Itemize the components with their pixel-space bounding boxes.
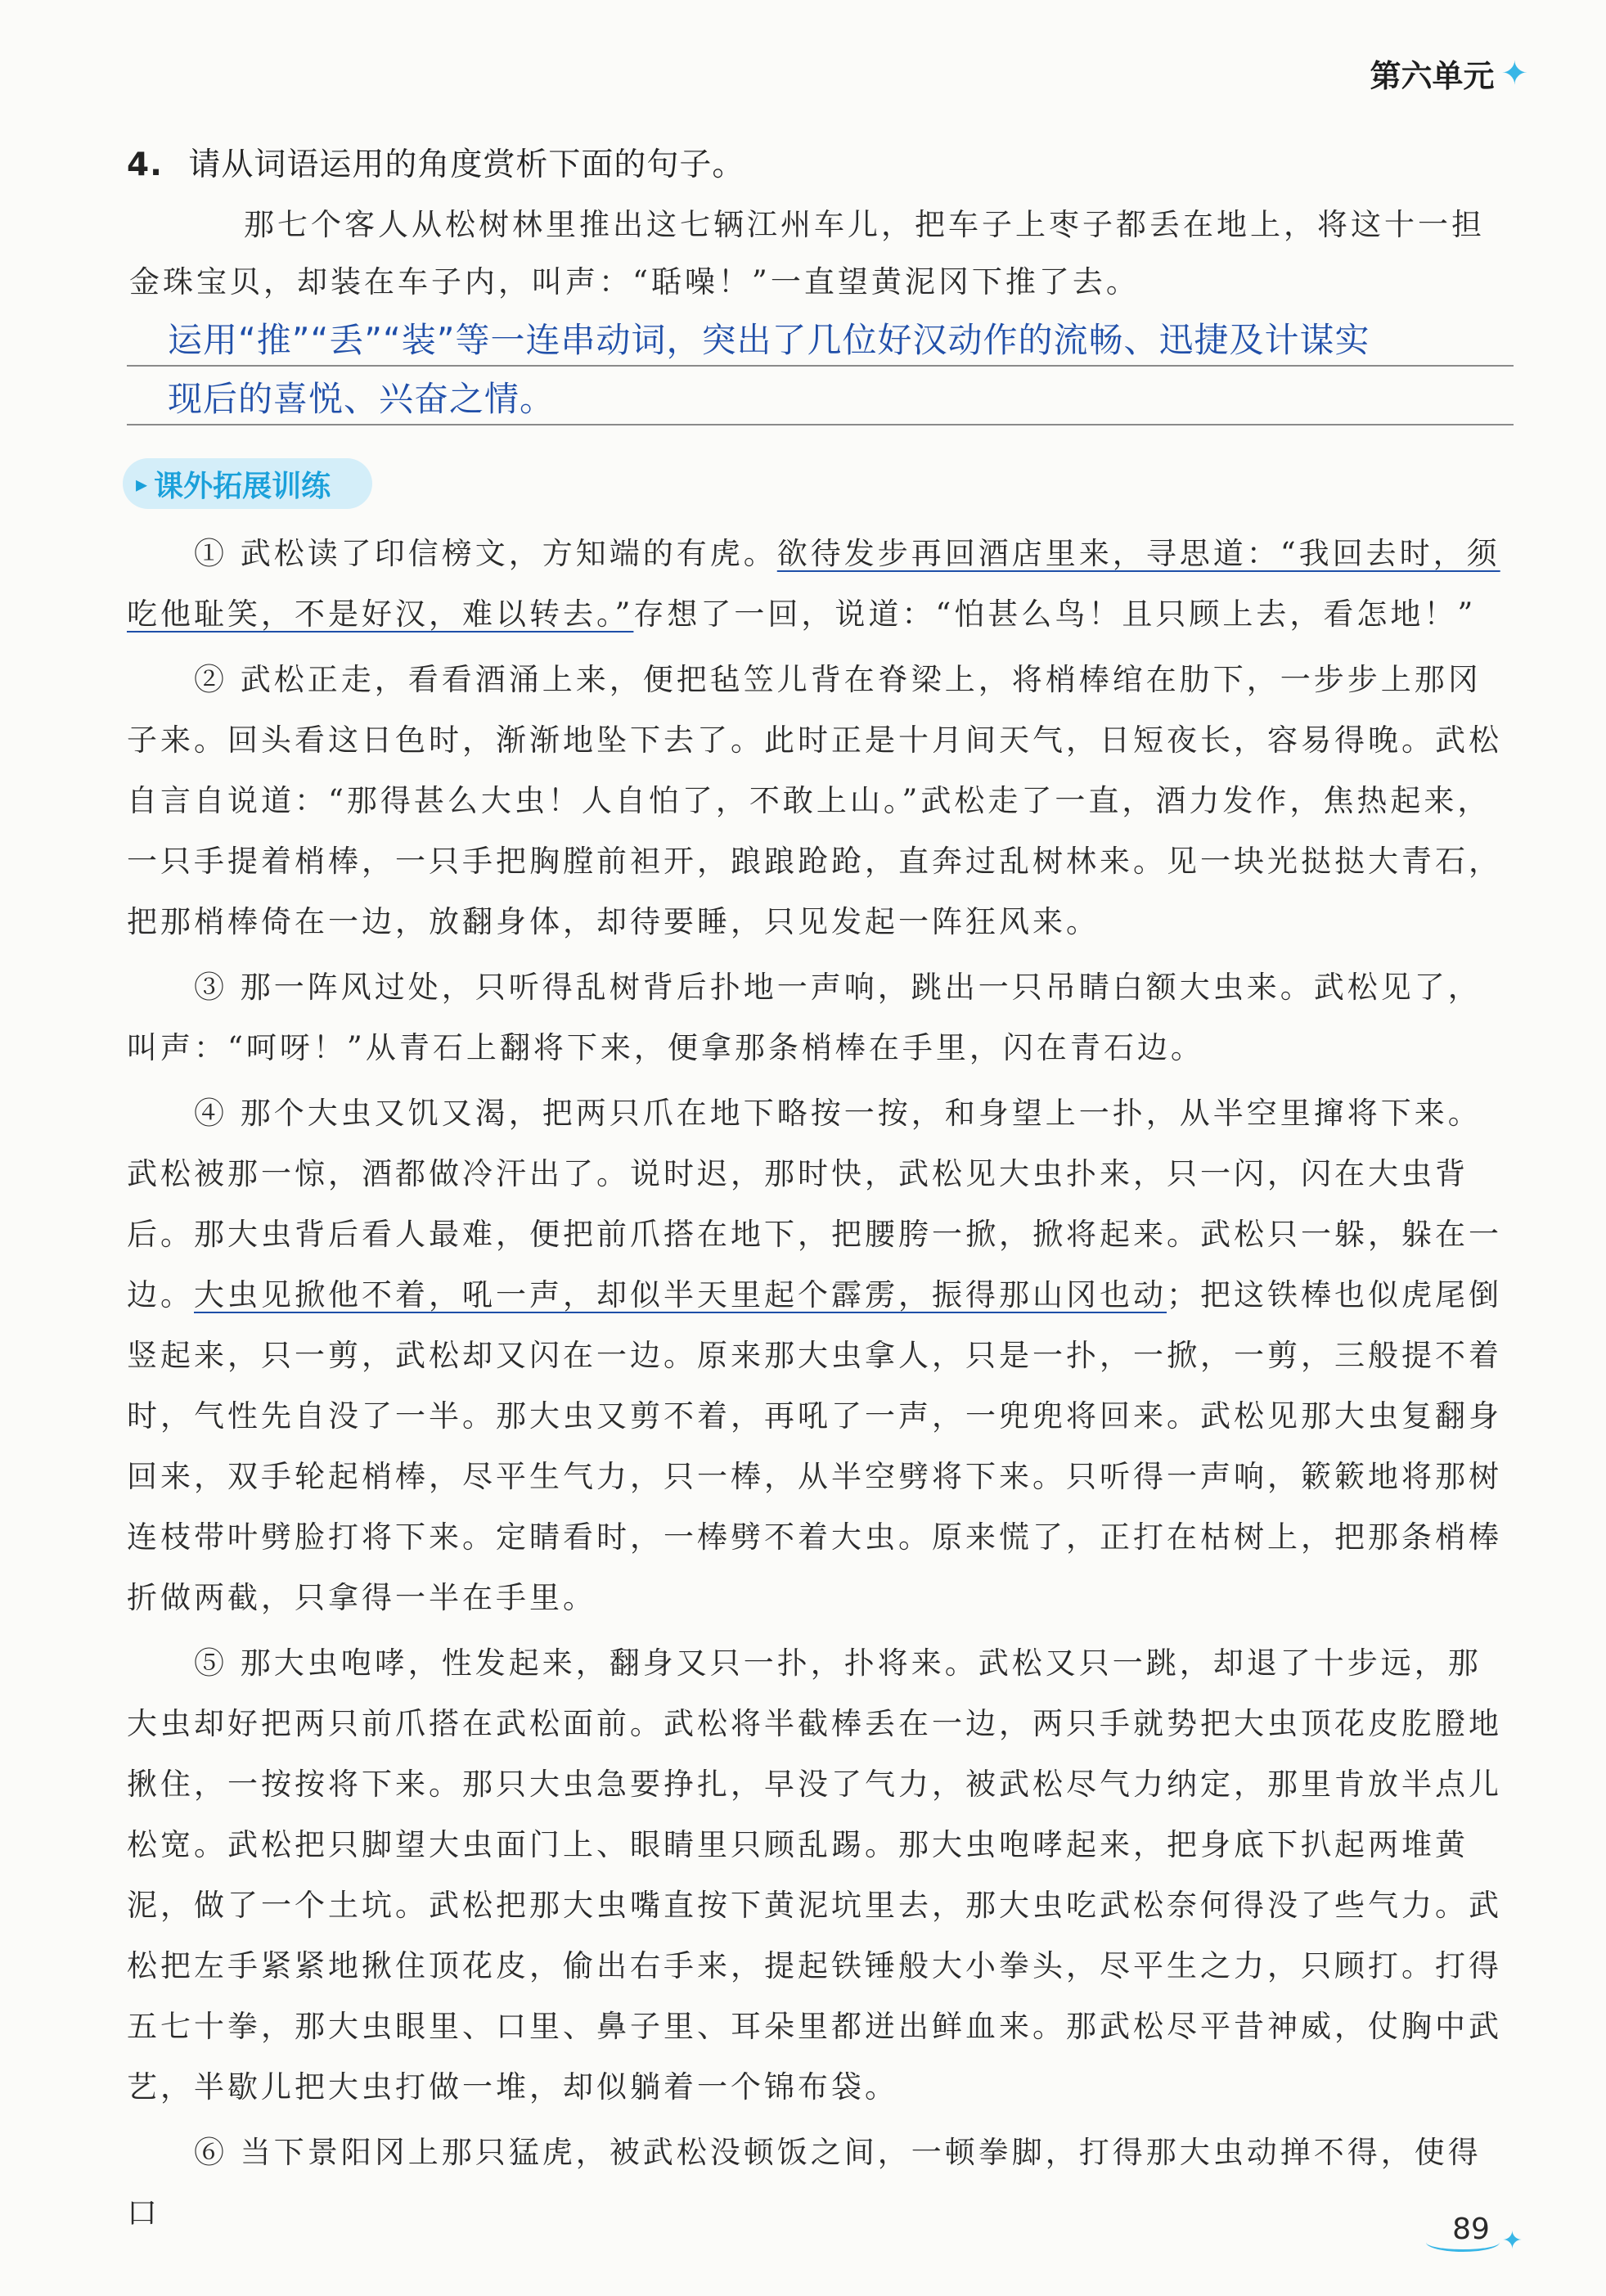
sparkle-icon: ✦ [1500, 54, 1528, 92]
reading-passage [127, 524, 1514, 2249]
paragraph-4: ④ 那个大虫又饥又渴，把两只爪在地下略按一按，和身望上一扑，从半空里撺将下来。武松被那一惊，酒都做冷汗出了。说时迟，那时快，武松见大虫扑来，只一闪，闪在大虫背后。那大虫背后看人最难，便把前爪搭在地下，把腰胯一掀，掀将起来。武松只一躲，躲在一边。大虫见掀他不着，吼一声，却似半天里起个霹雳，振得那山冈也动；把这铁棒也似虎尾倒竖起来，只一剪，武松却又闪在一边。原来那大虫拿人，只是一扑，一掀，一剪，三般提不着时，气性先自没了一半。那大虫又剪不着，再吼了一声，一兜兜将回来。武松见那大虫复翻身回来，双手轮起梢棒，尽平生气力，只一棒，从半空劈将下来。只听得一声响，簌簌地将那树连枝带叶劈脸打将下来。定睛看时，一棒劈不着大虫。原来慌了，正打在枯树上，把那条梢棒折做两截，只拿得一半在手里。 [127, 1096, 1502, 1615]
paragraph-1: ① 武松读了印信榜文，方知端的有虎。欲待发步再回酒店里来，寻思道：“我回去时，须吃他耻笑，不是好汉，难以转去。”存想了一回，说道：“怕甚么鸟！且只顾上去，看怎地！” [127, 536, 1500, 632]
quoted-sentence: 那七个客人从松树林里推出这七辆江州车儿，把车子上枣子都丢在地上，将这十一担金珠宝贝，却装在车子内，叫声：“聒噪！”一直望黄泥冈下推了去。 [129, 207, 1485, 299]
unit-title: 第六单元 [1370, 58, 1495, 94]
handwritten-answer [168, 311, 1509, 429]
paragraph-2: ② 武松正走，看看酒涌上来，便把毡笠儿背在脊梁上，将梢棒绾在肋下，一步步上那冈子来。回头看这日色时，渐渐地坠下去了。此时正是十月间天气，日短夜长，容易得晚。武松自言自说道：“那得甚么大虫！人自怕了，不敢上山。”武松走了一直，酒力发作，焦热起来，一只手提着梢棒，一只手把胸膛前袒开，踉踉跄跄，直奔过乱树林来。见一块光挞挞大青石，把那梢棒倚在一边，放翻身体，却待要睡，只见发起一阵狂风来。 [127, 662, 1502, 939]
section-tag [123, 458, 372, 509]
paragraph-5: ⑤ 那大虫咆哮，性发起来，翻身又只一扑，扑将来。武松又只一跳，却退了十步远，那大虫却好把两只前爪搭在武松面前。武松将半截棒丢在一边，两只手就势把大虫顶花皮肐膯地揪住，一按按将下来。那只大虫急要挣扎，早没了气力，被武松尽气力纳定，那里肯放半点儿松宽。武松把只脚望大虫面门上、眼睛里只顾乱踢。那大虫咆哮起来，把身底下扒起两堆黄泥，做了一个土坑。武松把那大虫嘴直按下黄泥坑里去，那大虫吃武松奈何得没了些气力。武松把左手紧紧地揪住顶花皮，偷出右手来，提起铁锤般大小拳头，尽平生之力，只顾打。打得五七十拳，那大虫眼里、口里、鼻子里、耳朵里都迸出鲜血来。那武松尽平昔神威，仗胸中武艺，半歇儿把大虫打做一堆，却似躺着一个锦布袋。 [127, 1645, 1502, 2105]
paragraph-3: ③ 那一阵风过处，只听得乱树背后扑地一声响，跳出一只吊睛白额大虫来。武松见了，叫声：“呵呀！”从青石上翻将下来，便拿那条梢棒在手里，闪在青石边。 [127, 970, 1482, 1065]
answer-rule-2 [127, 424, 1514, 425]
page-number-text: 89 [1452, 2212, 1490, 2246]
question-number: 4. [127, 146, 163, 183]
sparkle-icon: ✦ [1501, 2226, 1523, 2255]
underlined-sentence-2: 大虫见掀他不着，吼一声，却似半天里起个霹雳，振得那山冈也动 [194, 1277, 1167, 1312]
arrow-icon: ▸ [136, 470, 148, 497]
section-label: 课外拓展训练 [154, 469, 331, 503]
answer-line-2: 现后的喜悦、兴奋之情。 [168, 379, 556, 419]
page-number [1426, 2203, 1523, 2255]
question-text: 请从词语运用的角度赏析下面的句子。 [188, 146, 745, 183]
unit-header [1370, 51, 1528, 96]
paragraph-6: ⑥ 当下景阳冈上那只猛虎，被武松没顿饭之间，一顿拳脚，打得那大虫动掸不得，使得口 [127, 2135, 1482, 2231]
answer-line-1: 运用“推”“丢”“装”等一连串动词，突出了几位好汉动作的流畅、迅捷及计谋实 [168, 320, 1370, 360]
underlined-sentence-1: 欲待发步再回酒店里来，寻思道：“我回去时，须吃他耻笑，不是好汉，难以转去。” [127, 536, 1500, 632]
question-prompt [127, 139, 745, 185]
swoosh-decoration [1426, 2233, 1500, 2252]
answer-rule-1 [127, 365, 1514, 367]
